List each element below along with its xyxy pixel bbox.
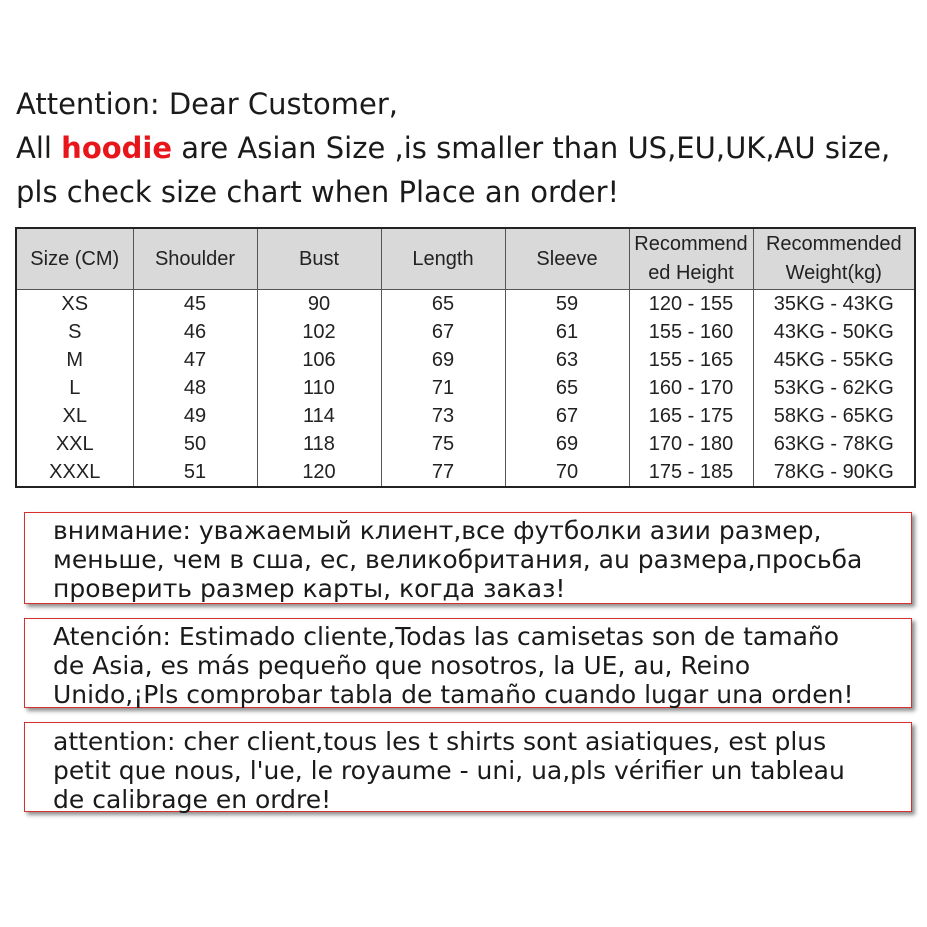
cell-sleeve: 61 [505, 318, 629, 346]
cell-length: 65 [381, 290, 505, 319]
size-table-body [16, 290, 915, 488]
cell-shoulder: 50 [133, 430, 257, 458]
notice-line-2-prefix: All [16, 131, 62, 165]
size-table-header-row [16, 228, 915, 290]
cell-shoulder: 45 [133, 290, 257, 319]
table-row [16, 374, 915, 402]
cell-bust: 118 [257, 430, 381, 458]
cell-sleeve: 65 [505, 374, 629, 402]
header-size [16, 228, 133, 290]
french-notice-box [24, 722, 912, 812]
table-row [16, 430, 915, 458]
russian-notice-line-3: проверить размер карты, когда заказ! [53, 574, 566, 603]
header-weight-text-1: Recommended [765, 233, 902, 255]
cell-height: 120 - 155 [629, 290, 753, 319]
cell-sleeve: 63 [505, 346, 629, 374]
cell-height: 155 - 160 [629, 318, 753, 346]
spanish-notice-box [24, 618, 912, 708]
cell-weight: 43KG - 50KG [753, 318, 915, 346]
cell-size: M [16, 346, 133, 374]
cell-height: 165 - 175 [629, 402, 753, 430]
cell-length: 73 [381, 402, 505, 430]
cell-weight: 45KG - 55KG [753, 346, 915, 374]
russian-notice-line-2: меньше, чем в сша, ес, великобритания, au размера,просьба [53, 545, 863, 574]
header-sleeve-text: Sleeve [536, 247, 598, 270]
header-size-text: Size (CM) [30, 247, 120, 270]
cell-sleeve: 67 [505, 402, 629, 430]
french-notice-line-3: de calibrage en ordre! [53, 785, 332, 814]
cell-weight: 63KG - 78KG [753, 430, 915, 458]
cell-bust: 106 [257, 346, 381, 374]
table-row [16, 318, 915, 346]
header-weight [753, 228, 915, 290]
notice-line-2-suffix: are Asian Size ,is smaller than US,EU,UK,AU size, [172, 131, 891, 165]
cell-bust: 102 [257, 318, 381, 346]
header-height [629, 228, 753, 290]
cell-weight: 35KG - 43KG [753, 290, 915, 319]
cell-weight: 58KG - 65KG [753, 402, 915, 430]
header-height-text-2: ed Height [648, 262, 734, 284]
cell-sleeve: 69 [505, 430, 629, 458]
russian-notice-box [24, 512, 912, 604]
header-weight-text-2: Weight(kg) [785, 262, 882, 284]
cell-weight: 78KG - 90KG [753, 458, 915, 487]
notice-line-3: pls check size chart when Place an order! [16, 175, 620, 209]
cell-bust: 114 [257, 402, 381, 430]
cell-size: XXXL [16, 458, 133, 487]
cell-sleeve: 59 [505, 290, 629, 319]
cell-length: 67 [381, 318, 505, 346]
table-row [16, 402, 915, 430]
spanish-notice-line-2: de Asia, es más pequeño que nosotros, la UE, au, Reino [53, 651, 751, 680]
cell-length: 77 [381, 458, 505, 487]
cell-length: 69 [381, 346, 505, 374]
table-row [16, 290, 915, 319]
cell-shoulder: 51 [133, 458, 257, 487]
cell-length: 71 [381, 374, 505, 402]
size-chart-table [15, 227, 916, 488]
cell-bust: 120 [257, 458, 381, 487]
french-notice-line-1: attention: cher client,tous les t shirts sont asiatiques, est plus [53, 727, 827, 756]
header-bust [257, 228, 381, 290]
cell-bust: 90 [257, 290, 381, 319]
cell-sleeve: 70 [505, 458, 629, 487]
notice-product-highlight: hoodie [61, 131, 173, 165]
cell-bust: 110 [257, 374, 381, 402]
cell-weight: 53KG - 62KG [753, 374, 915, 402]
cell-shoulder: 47 [133, 346, 257, 374]
header-length [381, 228, 505, 290]
cell-length: 75 [381, 430, 505, 458]
header-length-text: Length [412, 247, 474, 270]
cell-size: L [16, 374, 133, 402]
cell-size: XL [16, 402, 133, 430]
header-shoulder-text: Shoulder [154, 247, 236, 270]
table-row [16, 346, 915, 374]
header-shoulder [133, 228, 257, 290]
cell-size: XXL [16, 430, 133, 458]
header-bust-text: Bust [298, 247, 340, 270]
header-height-text-1: Recommend [634, 233, 748, 255]
notice-line-2 [16, 126, 916, 170]
notice-line-1: Attention: Dear Customer, [16, 87, 398, 121]
cell-height: 155 - 165 [629, 346, 753, 374]
cell-size: S [16, 318, 133, 346]
russian-notice-line-1: внимание: уважаемый клиент,все футболки азии размер, [53, 516, 822, 545]
cell-height: 160 - 170 [629, 374, 753, 402]
table-row [16, 458, 915, 487]
cell-shoulder: 46 [133, 318, 257, 346]
cell-shoulder: 48 [133, 374, 257, 402]
cell-shoulder: 49 [133, 402, 257, 430]
cell-height: 175 - 185 [629, 458, 753, 487]
french-notice-line-2: petit que nous, l'ue, le royaume - uni, ua,pls vérifier un tableau [53, 756, 845, 785]
spanish-notice-line-1: Atención: Estimado cliente,Todas las camisetas son de tamaño [53, 622, 840, 651]
cell-size: XS [16, 290, 133, 319]
header-sleeve [505, 228, 629, 290]
customer-notice [16, 82, 916, 214]
cell-height: 170 - 180 [629, 430, 753, 458]
spanish-notice-line-3: Unido,¡Pls comprobar tabla de tamaño cuando lugar una orden! [53, 680, 854, 709]
